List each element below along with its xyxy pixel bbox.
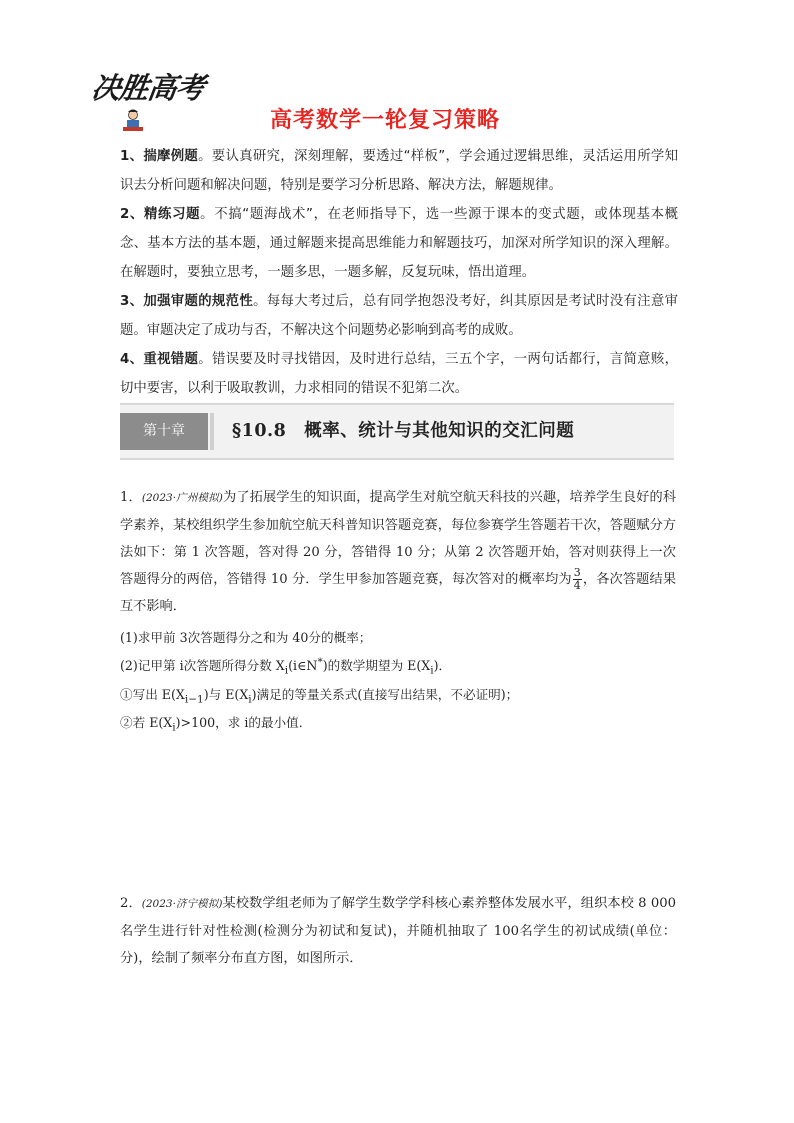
problem-text: 某校数学组老师为了解学生数学学科核心素养整体发展水平，组织本校 8 000 名学生进行针对性检测(检测分为初试和复试)，并随机抽取了 100名学生的初试成绩(单位：分)，绘制了频率分布直方图，如图所示． (120, 896, 676, 966)
tip-item (120, 287, 678, 345)
question-2 (120, 650, 676, 683)
question-2a-text: ①写出 E(X (120, 686, 185, 702)
page-title: 高考数学一轮复习策略 (270, 108, 501, 133)
question-2a-text: )与 E(X (203, 686, 249, 702)
subscript: i (430, 664, 434, 677)
question-2-text: )． (433, 658, 452, 674)
problem-2-stem (120, 890, 676, 972)
tip-body: 。错误要及时寻找错因，及时进行总结，三五个字，一两句话都行，言简意赅，切中要害，以利于吸取教训，力求相同的错误不犯第二次。 (120, 352, 678, 396)
tip-item (120, 200, 678, 287)
problem-number: 1． (120, 490, 142, 505)
tip-heading: 3、加强审题的规范性 (120, 294, 254, 309)
fraction (573, 567, 582, 592)
chapter-tag: 第十章 (120, 413, 208, 450)
subscript: i−1 (184, 693, 204, 706)
question-2b-text: ②若 E(X (120, 715, 173, 731)
chapter-tag-shadow (210, 413, 214, 450)
tip-body: 。不搞“题海战术”，在老师指导下，选一些源于课本的变式题，或体现基本概念、基本方法的基本题，通过解题来提高思维能力和解题技巧，加深对所学知识的深入理解。在解题时，要独立思考，一题多思，一题多解，反复玩味，悟出道理。 (120, 207, 678, 280)
study-tips (120, 142, 678, 403)
logo-text: 决胜高考 (89, 71, 207, 105)
tip-item (120, 142, 678, 200)
problem-number: 2． (120, 896, 142, 911)
question-2-text: )的数学期望为 E(X (322, 658, 431, 674)
problem-1-stem (120, 484, 676, 620)
subscript: i (172, 721, 176, 734)
question-2a (120, 683, 676, 712)
tip-heading: 2、精练习题 (120, 207, 201, 222)
fraction-numerator: 3 (573, 566, 581, 579)
question-2a-text: )满足的等量关系式(直接写出结果，不必证明)； (251, 686, 519, 702)
tip-body: 。要认真研究，深刻理解，要透过“样板”，学会通过逻辑思维，灵活运用所学知识去分析问题和解决问题，特别是要学习分析思路、解决方法，解题规律。 (120, 149, 678, 193)
tip-item (120, 345, 678, 403)
problem-text-cont: ，各次答题结果互不影响． (120, 572, 677, 614)
problem-source: (2023·广州模拟) (141, 492, 223, 504)
problem-1 (120, 484, 676, 740)
tip-heading: 1、揣摩例题 (120, 149, 199, 164)
superscript: * (317, 656, 323, 668)
tip-body: 。每每大考过后，总有同学抱怨没考好，纠其原因是考试时没有注意审题。审题决定了成功与否，不解决这个问题势必影响到高考的成败。 (120, 294, 679, 338)
section-title: §10.8 概率、统计与其他知识的交汇问题 (232, 421, 575, 441)
problem-source: (2023·济宁模拟) (141, 898, 223, 910)
subscript: i (248, 693, 252, 706)
question-1: (1)求甲前 3次答题得分之和为 40分的概率； (120, 630, 372, 645)
question-2-text: (i∈N (288, 658, 318, 674)
fraction-denominator: 4 (573, 579, 581, 592)
question-2-text: (2)记甲第 i次答题所得分数 X (120, 658, 285, 674)
chapter-header (120, 403, 674, 460)
question-2b (120, 711, 676, 740)
problem-text: 为了拓展学生的知识面，提高学生对航空航天科技的兴趣，培养学生良好的科学素养，某校组织学生参加航空航天科普知识答题竞赛，每位参赛学生答题若干次，答题赋分方法如下：第 1 次答题，答对得 20 分，答错得 10 分；从第 2 次答题开始，答对则获得上一次答题得分的两倍，答错得 10 分．学生甲参加答题竞赛，每次答对的概率均为 (120, 490, 677, 587)
problem-2 (120, 890, 676, 972)
student-figure-icon (120, 108, 146, 134)
tip-heading: 4、重视错题 (120, 352, 199, 367)
question-2b-text: )>100，求 i的最小值． (175, 715, 312, 731)
subscript: i (284, 664, 289, 677)
logo (89, 64, 214, 138)
